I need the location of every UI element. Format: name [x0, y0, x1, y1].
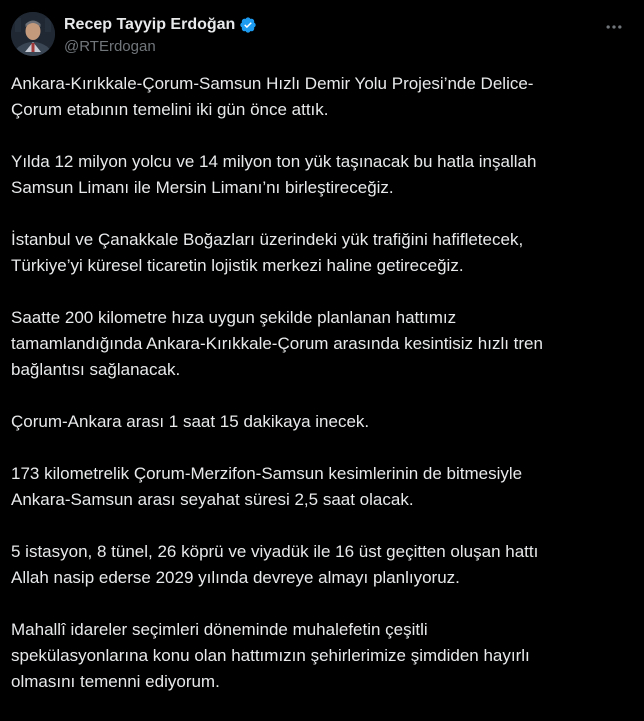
tweet-paragraph: 173 kilometrelik Çorum-Merzifon-Samsun kesimlerinin de bitmesiyle Ankara-Samsun arası seyahat süresi 2,5 saat olacak. — [11, 464, 523, 509]
avatar-image — [11, 12, 55, 56]
tweet-text — [11, 71, 633, 721]
author-info — [64, 12, 257, 56]
avatar[interactable] — [11, 12, 55, 56]
tweet-paragraph: Ankara-Kırıkkale-Çorum-Samsun Hızlı Demir Yolu Projesi’nde Delice- Çorum etabının temelini iki gün önce attık. — [11, 74, 534, 119]
verified-badge-icon — [239, 16, 257, 34]
author-handle[interactable]: @RTErdogan — [64, 38, 156, 55]
tweet-header — [11, 12, 631, 60]
more-horizontal-icon — [604, 17, 624, 37]
tweet-paragraph: Saatte 200 kilometre hıza uygun şekilde planlanan hattımız tamamlandığında Ankara-Kırıkkale-Çorum arasında kesintisiz hızlı tren bağlantısı sağlanacak. — [11, 308, 543, 379]
more-options-button[interactable] — [597, 12, 631, 42]
tweet-paragraph: Mahallî idareler seçimleri döneminde muhalefetin çeşitli spekülasyonlarına konu olan hattımızın şehirlerimize şimdiden hayırlı olmasını temenni ediyorum. — [11, 620, 530, 691]
author-name-row — [64, 14, 257, 36]
tweet-paragraph: Yılda 12 milyon yolcu ve 14 milyon ton yük taşınacak bu hatla inşallah Samsun Limanı ile Mersin Limanı’nı birleştireceğiz. — [11, 152, 537, 197]
tweet-paragraph: İstanbul ve Çanakkale Boğazları üzerindeki yük trafiğini hafifletecek, Türkiye’yi küresel ticaretin lojistik merkezi haline getireceğiz. — [11, 230, 524, 275]
tweet-paragraph: Çorum-Ankara arası 1 saat 15 dakikaya inecek. — [11, 412, 370, 431]
author-display-name[interactable]: Recep Tayyip Erdoğan — [64, 16, 236, 33]
tweet-paragraph: 5 istasyon, 8 tünel, 26 köprü ve viyadük ile 16 üst geçitten oluşan hattı Allah nasip ederse 2029 yılında devreye almayı planlıyoruz. — [11, 542, 539, 587]
